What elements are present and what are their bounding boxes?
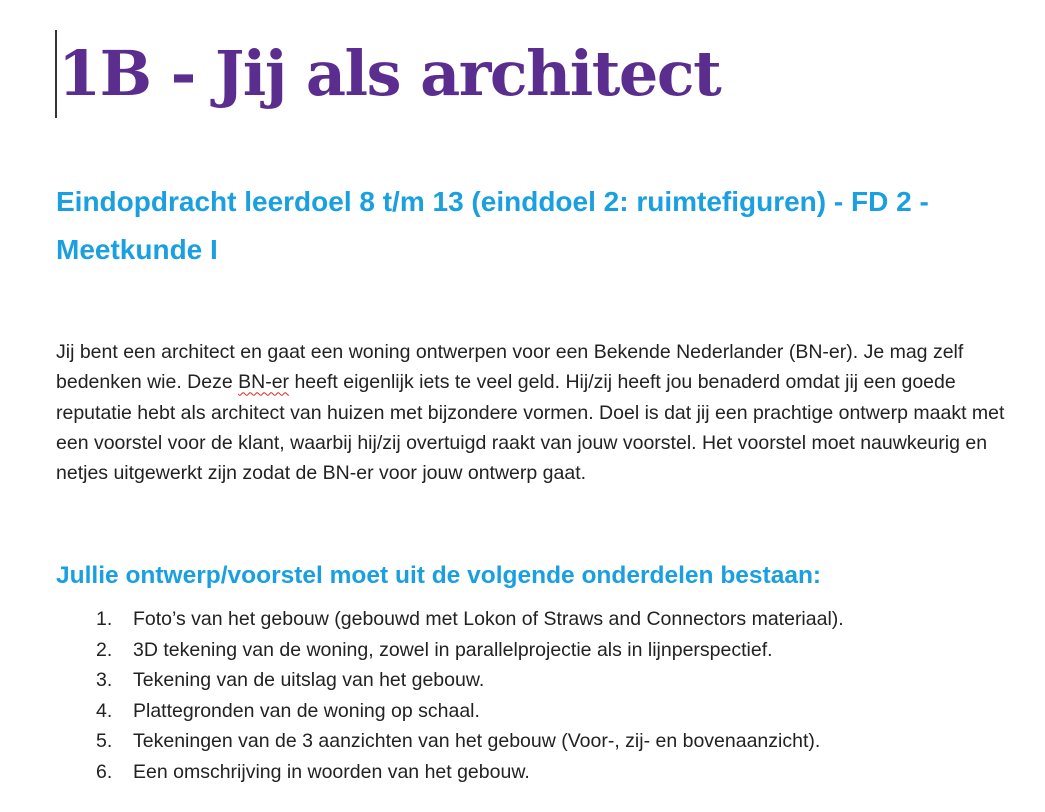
list-item[interactable]	[96, 757, 844, 788]
list-item-text: Een omschrijving in woorden van het gebouw.	[133, 760, 530, 783]
document-title[interactable]: 1B - Jij als architect	[58, 37, 721, 110]
text-cursor	[55, 30, 57, 118]
list-item[interactable]	[96, 665, 844, 696]
list-item[interactable]	[96, 726, 844, 757]
list-item[interactable]	[96, 604, 844, 635]
intro-text-part2: heeft eigenlijk iets te veel geld. Hij/zij heeft jou benaderd omdat jij een goede reputatie hebt als architect van huizen met bijzondere vormen. Doel is dat jij een prachtige ontwerp maakt met een voorstel voor de klant, waarbij hij/zij overtuigd raakt van jouw voorstel. Het voorstel moet nauwkeurig en netjes uitgewerkt zijn zodat de BN-er voor jouw ontwerp gaat.	[56, 371, 1005, 485]
list-item-number: 3.	[96, 669, 113, 691]
list-item-number: 1.	[96, 608, 113, 630]
list-item-text: Foto’s van het gebouw (gebouwd met Lokon of Straws and Connectors materiaal).	[133, 608, 844, 630]
list-item[interactable]	[96, 696, 844, 727]
requirements-list	[96, 604, 844, 787]
list-item-number: 6.	[96, 760, 113, 783]
list-item-text: 3D tekening van de woning, zowel in parallelprojectie als in lijnperspectief.	[133, 638, 773, 661]
list-item[interactable]	[96, 635, 844, 666]
list-item-text: Tekeningen van de 3 aanzichten van het gebouw (Voor-, zij- en bovenaanzicht).	[133, 730, 821, 752]
intro-paragraph[interactable]	[56, 337, 1031, 488]
assignment-subtitle[interactable]: Eindopdracht leerdoel 8 t/m 13 (einddoel 2: ruimtefiguren) - FD 2 - Meetkunde I	[56, 186, 929, 265]
list-item-text: Plattegronden van de woning op schaal.	[133, 699, 480, 722]
list-item-number: 5.	[96, 730, 113, 752]
list-item-number: 4.	[96, 699, 113, 722]
list-item-number: 2.	[96, 638, 113, 661]
intro-text-part1: Jij bent een architect en gaat een woning ontwerpen voor een Bekende Nederlander (BN-er). Je mag zelf bedenken wie. Deze	[56, 341, 964, 394]
spellcheck-flagged-word[interactable]: BN-er	[238, 371, 290, 394]
list-item-text: Tekening van de uitslag van het gebouw.	[133, 669, 485, 691]
requirements-heading[interactable]: Jullie ontwerp/voorstel moet uit de volgende onderdelen bestaan:	[56, 562, 822, 589]
